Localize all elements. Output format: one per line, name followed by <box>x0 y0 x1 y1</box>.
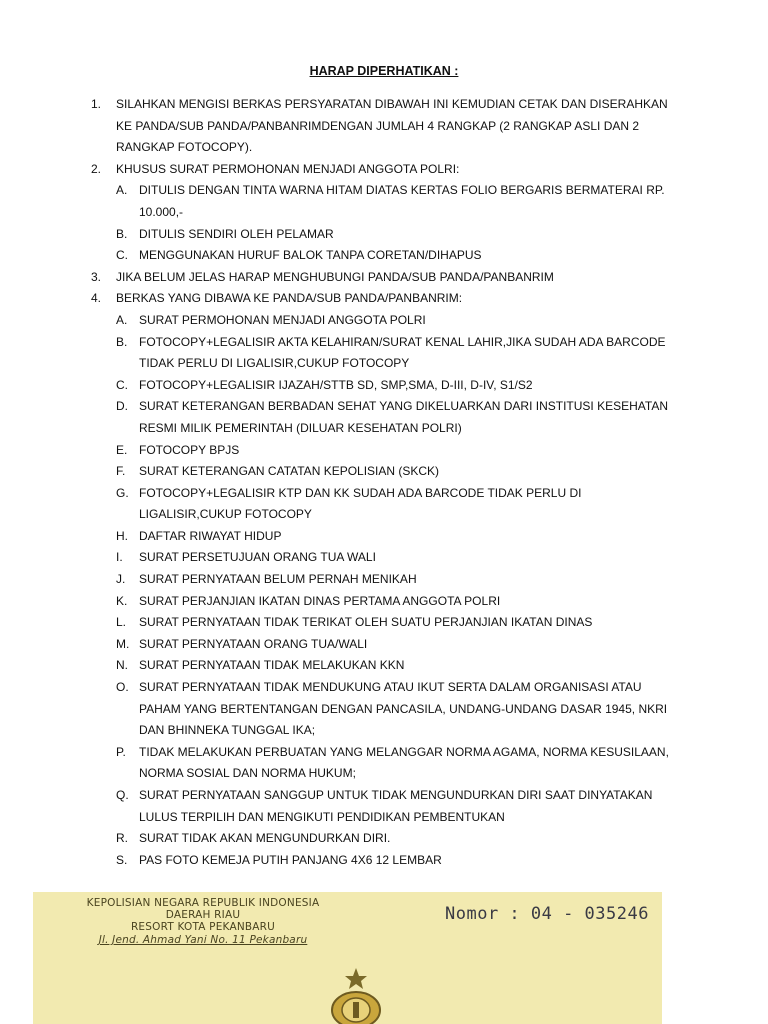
item-text: SILAHKAN MENGISI BERKAS PERSYARATAN DIBAWAH INI KEMUDIAN CETAK DAN DISERAHKAN KE PANDA/SUB PANDA/PANBANRIMDENGAN JUMLAH 4 RANGKAP (2 RANGKAP ASLI DAN 2 RANGKAP FOTOCOPY). <box>116 97 668 155</box>
sub-item-text: FOTOCOPY+LEGALISIR AKTA KELAHIRAN/SURAT KENAL LAHIR,JIKA SUDAH ADA BARCODE TIDAK PERLU DI LIGALISIR,CUKUP FOTOCOPY <box>139 334 666 371</box>
sub-item-letter: B. <box>116 226 128 241</box>
sub-item-letter: D. <box>116 399 128 414</box>
sub-list-item <box>0 655 768 677</box>
cert-header-line: KEPOLISIAN NEGARA REPUBLIK INDONESIA <box>86 897 320 909</box>
sub-item-text: SURAT KETERANGAN BERBADAN SEHAT YANG DIKELUARKAN DARI INSTITUSI KESEHATAN RESMI MILIK PEMERINTAH (DILUAR KESEHATAN POLRI) <box>139 399 669 435</box>
sub-item-letter: P. <box>116 744 126 759</box>
sub-list-item <box>0 850 768 872</box>
sub-item-text: DITULIS SENDIRI OLEH PELAMAR <box>139 226 334 241</box>
requirements-list <box>0 94 768 871</box>
cert-number: Nomor : 04 - 035246 <box>445 904 649 924</box>
sub-item-text: DITULIS DENGAN TINTA WARNA HITAM DIATAS KERTAS FOLIO BERGARIS BERMATERAI RP. 10.000,- <box>139 183 665 219</box>
sub-item-letter: J. <box>116 572 126 587</box>
sub-item-letter: F. <box>116 464 126 479</box>
sub-item-text: FOTOCOPY+LEGALISIR KTP DAN KK SUDAH ADA BARCODE TIDAK PERLU DI LIGALISIR,CUKUP FOTOCOPY <box>139 485 582 522</box>
sub-list-item <box>0 612 768 634</box>
sub-item-text: FOTOCOPY+LEGALISIR IJAZAH/STTB SD, SMP,SMA, D-III, D-IV, S1/S2 <box>139 377 533 392</box>
sub-item-letter: Q. <box>116 788 129 802</box>
sub-list-item <box>0 461 768 483</box>
sub-list-item <box>0 483 768 526</box>
sub-item-letter: H. <box>116 528 128 543</box>
list-item <box>0 159 768 181</box>
sub-list-item <box>0 591 768 613</box>
sub-item-letter: E. <box>116 442 128 457</box>
item-text: JIKA BELUM JELAS HARAP MENGHUBUNGI PANDA/SUB PANDA/PANBANRIM <box>116 269 554 284</box>
sub-item-letter: A. <box>116 183 128 198</box>
sub-item-letter: M. <box>116 636 130 651</box>
list-item <box>0 94 768 159</box>
police-certificate-image <box>33 892 662 1024</box>
sub-item-letter: G. <box>116 485 129 500</box>
sub-item-text: DAFTAR RIWAYAT HIDUP <box>139 528 282 543</box>
police-emblem-icon <box>316 964 396 1024</box>
sub-item-letter: C. <box>116 248 128 263</box>
sub-item-letter: I. <box>116 550 123 565</box>
item-number: 4. <box>91 291 102 306</box>
sub-list-item <box>0 180 768 223</box>
sub-item-letter: B. <box>116 334 128 349</box>
sub-list-item <box>0 332 768 375</box>
cert-header-line: DAERAH RIAU <box>165 909 241 921</box>
sub-item-letter: C. <box>116 377 128 392</box>
sub-list-item <box>0 677 768 742</box>
sub-item-text: MENGGUNAKAN HURUF BALOK TANPA CORETAN/DIHAPUS <box>139 248 482 263</box>
sub-item-text: SURAT TIDAK AKAN MENGUNDURKAN DIRI. <box>139 831 391 846</box>
sub-item-text: SURAT PERMOHONAN MENJADI ANGGOTA POLRI <box>139 312 426 327</box>
sub-item-letter: L. <box>116 615 127 630</box>
sub-list-item <box>0 245 768 267</box>
sub-item-letter: N. <box>116 658 128 673</box>
sub-list-item <box>0 785 768 828</box>
sub-list-item <box>0 224 768 246</box>
sub-item-text: SURAT PERNYATAAN TIDAK MELAKUKAN KKN <box>139 658 405 673</box>
sub-list-item <box>0 569 768 591</box>
sub-item-text: SURAT PERSETUJUAN ORANG TUA WALI <box>139 550 376 565</box>
item-text: KHUSUS SURAT PERMOHONAN MENJADI ANGGOTA POLRI: <box>116 161 460 176</box>
sub-list-item <box>0 375 768 397</box>
list-item <box>0 288 768 310</box>
item-text: BERKAS YANG DIBAWA KE PANDA/SUB PANDA/PANBANRIM: <box>116 291 463 306</box>
sub-list-item <box>0 310 768 332</box>
sub-list-item <box>0 440 768 462</box>
sub-list-item <box>0 396 768 439</box>
sub-item-text: SURAT PERNYATAAN ORANG TUA/WALI <box>139 636 368 651</box>
page-title: HARAP DIPERHATIKAN : <box>309 64 459 78</box>
sub-item-letter: S. <box>116 852 128 867</box>
sub-item-letter: A. <box>116 312 128 327</box>
berkas-sub-list <box>0 310 768 871</box>
sub-item-letter: O. <box>116 680 129 695</box>
sub-item-text: FOTOCOPY BPJS <box>139 442 240 457</box>
sub-item-letter: R. <box>116 831 128 846</box>
sub-list-item <box>0 828 768 850</box>
sub-list-item <box>0 742 768 785</box>
sub-item-text: SURAT PERNYATAAN TIDAK TERIKAT OLEH SUATU PERJANJIAN IKATAN DINAS <box>139 615 593 630</box>
sub-item-text: SURAT PERNYATAAN SANGGUP UNTUK TIDAK MENGUNDURKAN DIRI SAAT DINYATAKAN LULUS TERPILIH DAN MENGIKUTI PENDIDIKAN PEMBENTUKAN <box>139 788 653 824</box>
sub-item-text: SURAT PERJANJIAN IKATAN DINAS PERTAMA ANGGOTA POLRI <box>139 593 501 608</box>
list-item <box>0 267 768 289</box>
sub-item-text: SURAT PERNYATAAN BELUM PERNAH MENIKAH <box>139 572 417 587</box>
sub-list-item <box>0 634 768 656</box>
cert-header-line: RESORT KOTA PEKANBARU <box>130 921 276 933</box>
item-number: 2. <box>91 161 102 176</box>
cert-address: Jl. Jend. Ahmad Yani No. 11 Pekanbaru <box>98 934 308 946</box>
item-number: 3. <box>91 269 102 284</box>
sub-item-text: TIDAK MELAKUKAN PERBUATAN YANG MELANGGAR NORMA AGAMA, NORMA KESUSILAAN, NORMA SOSIAL DAN NORMA HUKUM; <box>139 744 669 781</box>
sub-list-item <box>0 547 768 569</box>
sub-item-text: SURAT KETERANGAN CATATAN KEPOLISIAN (SKCK) <box>139 464 440 479</box>
item-number: 1. <box>91 97 102 111</box>
sub-item-letter: K. <box>116 593 128 608</box>
sub-item-text: SURAT PERNYATAAN TIDAK MENDUKUNG ATAU IKUT SERTA DALAM ORGANISASI ATAU PAHAM YANG BERTENTANGAN DENGAN PANCASILA, UNDANG-UNDANG DASAR 1945, NKRI DAN BHINNEKA TUNGGAL IKA; <box>139 680 668 738</box>
sub-item-text: PAS FOTO KEMEJA PUTIH PANJANG 4X6 12 LEMBAR <box>139 852 442 867</box>
sub-list-item <box>0 526 768 548</box>
